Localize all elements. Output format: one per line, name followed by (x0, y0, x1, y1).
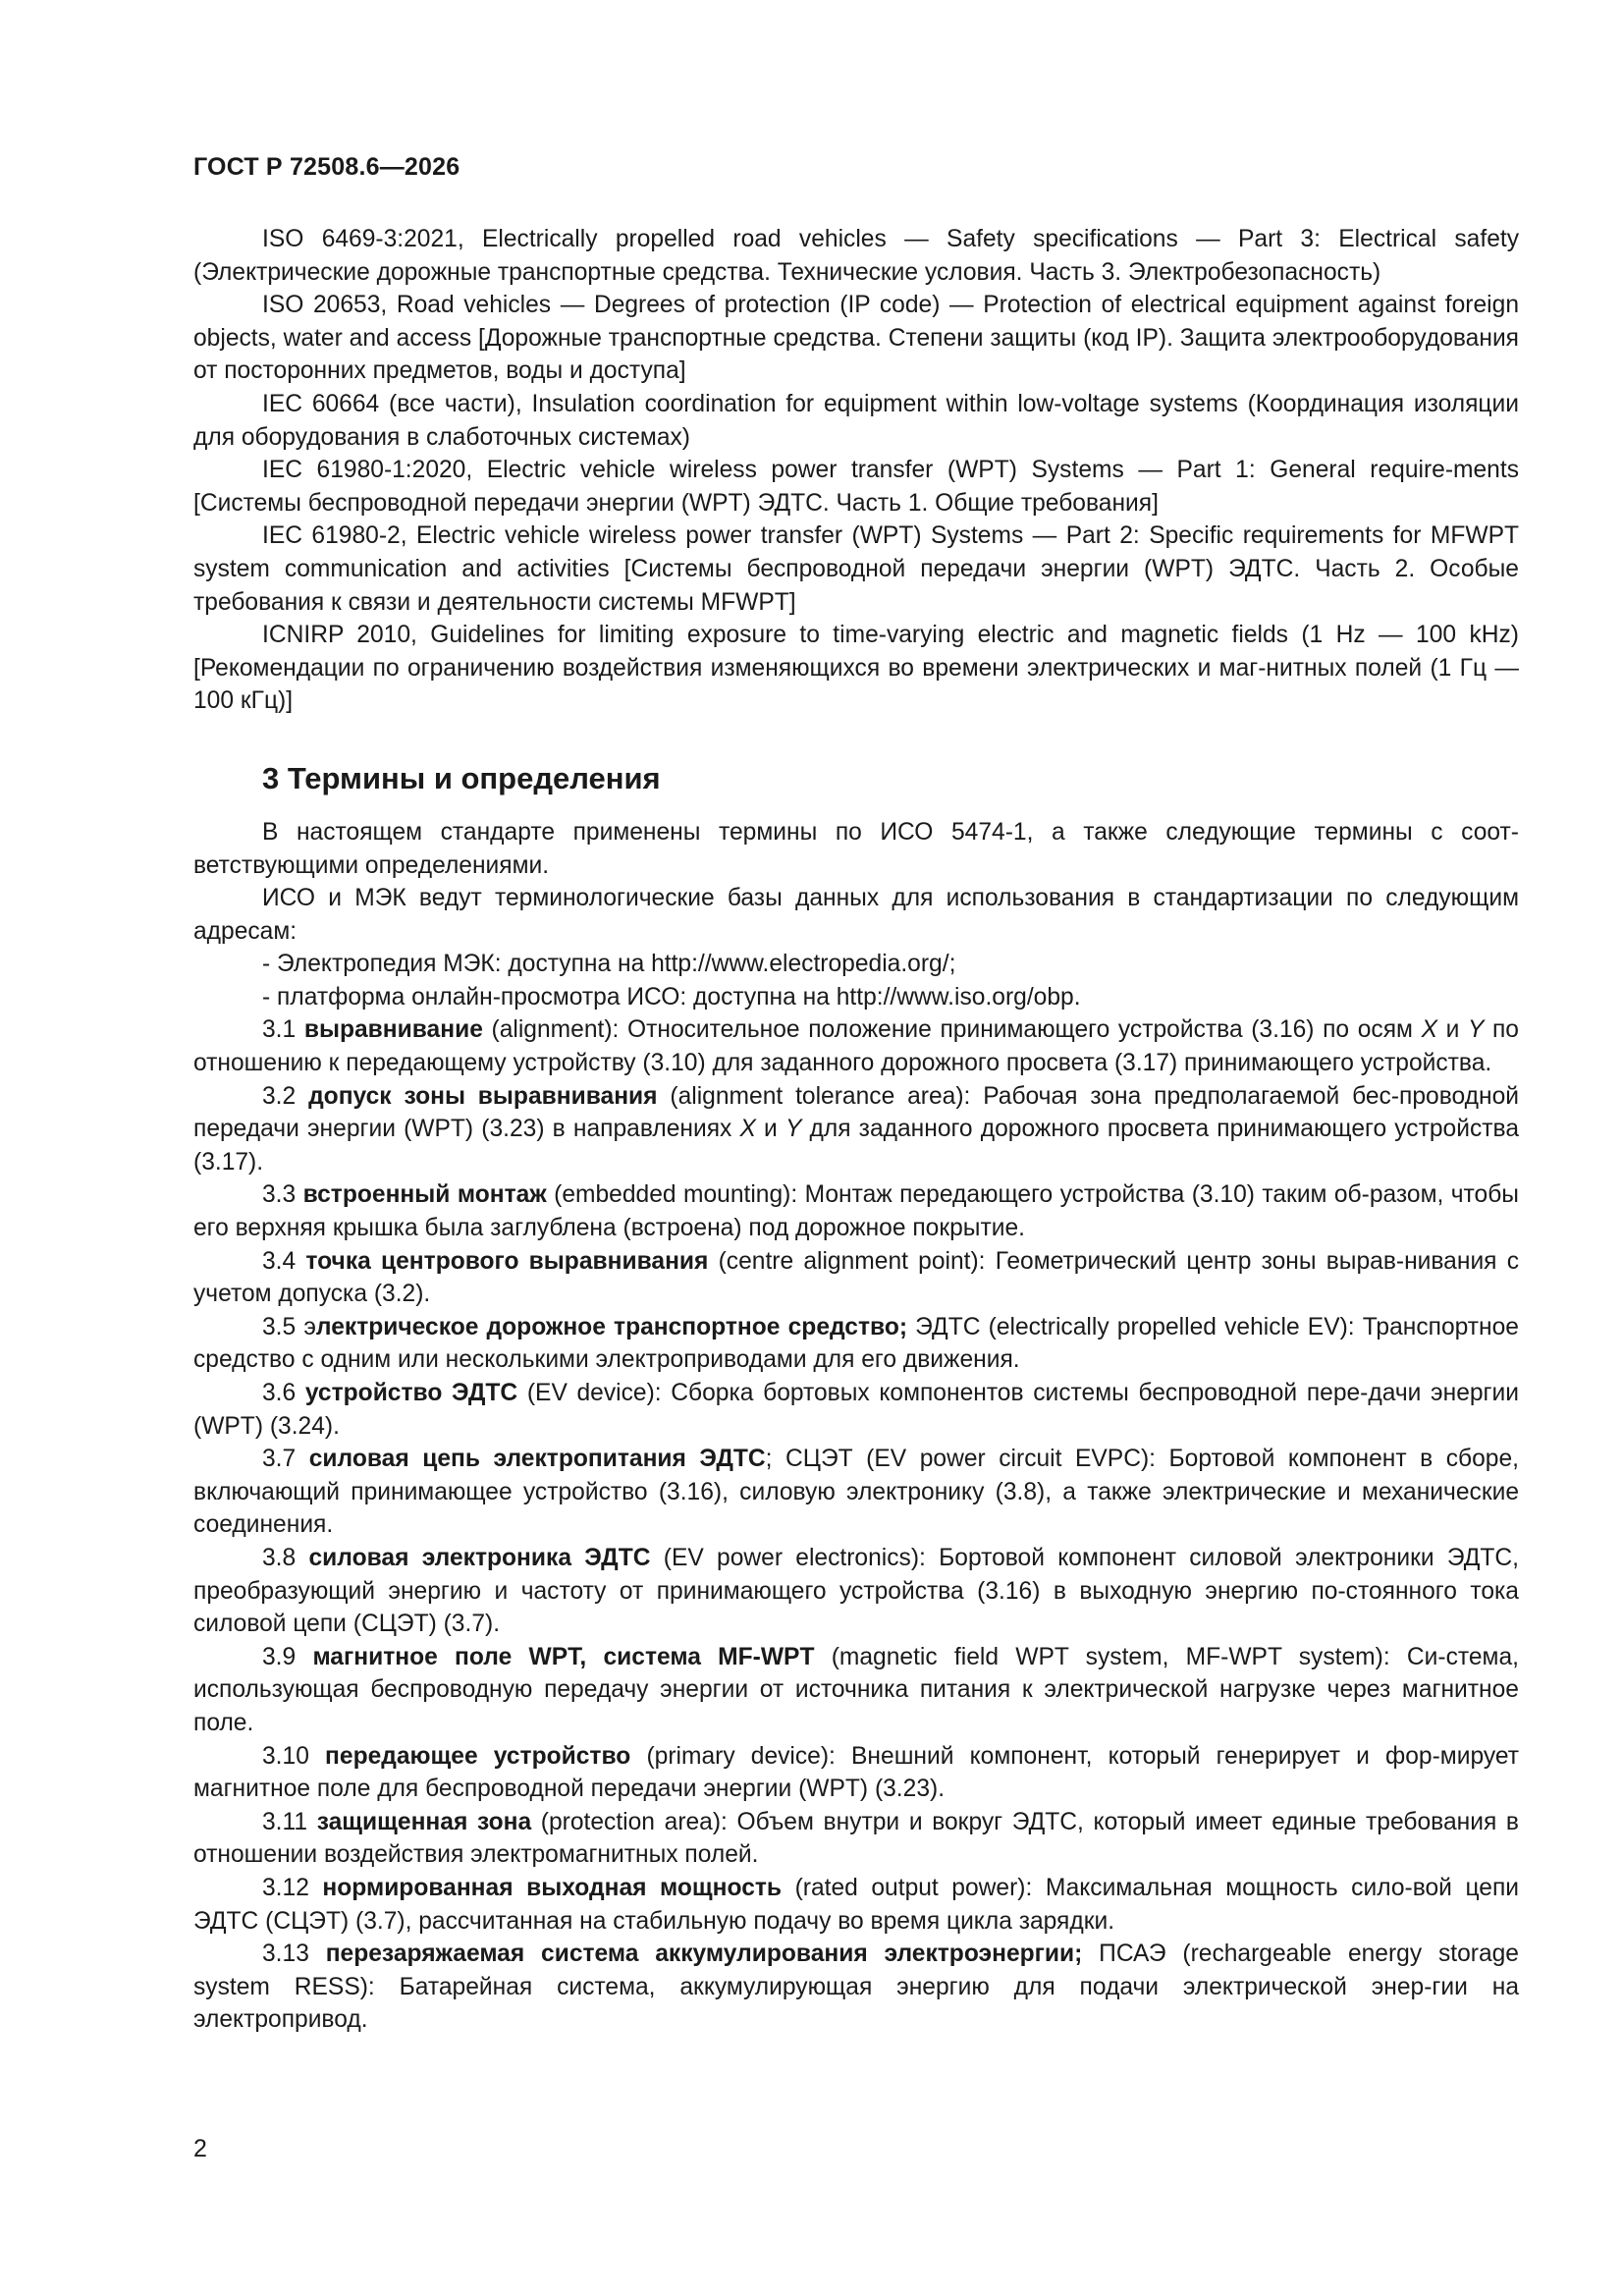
intro-list-item: - платформа онлайн-просмотра ИСО: доступна на http://www.iso.org/obp. (262, 983, 1081, 1011)
reference-item: ICNIRP 2010, Guidelines for limiting exposure to time-varying electric and magnetic fields (1 Hz — 100 kHz) [Рекомендации по ограничению воздействия изменяющихся во времени электрических и маг-нитных полей (1 Гц — 100 кГц)] (193, 622, 1519, 715)
term-number: 3.8 (262, 1544, 297, 1571)
term-entry (193, 1641, 1519, 1740)
reference-item: ISO 6469-3:2021, Electrically propelled road vehicles — Safety specifications — Part 3: Electrical safety (Электрические дорожные транспортные средства. Технические условия. Часть 3. Электробезопасность) (193, 226, 1519, 286)
term-definition: (primary device): Внешний компонент, который генерирует и фор-мирует магнитное поле для беспроводной передачи энергии (WPT) (3.23). (193, 1742, 1519, 1803)
term-name: устройство ЭДТС (304, 1380, 518, 1406)
term-prefix: э (303, 1313, 316, 1340)
term-entry (193, 1178, 1519, 1244)
term-number: 3.3 (262, 1181, 297, 1209)
term-entry (193, 1080, 1519, 1179)
term-entry (193, 1938, 1519, 2037)
term-name: магнитное поле WPT, система MF-WPT (312, 1643, 815, 1670)
term-entry (193, 1542, 1519, 1641)
term-number: 3.2 (262, 1082, 297, 1110)
term-name: нормированная выходная мощность (322, 1874, 783, 1901)
term-definition: по отношению к передающему устройству (3.10) для заданного дорожного просвета (3.17) принимающего устройства. (193, 1016, 1519, 1077)
term-number: 3.13 (262, 1941, 309, 1968)
term-definition: (embedded mounting): Монтаж передающего устройства (3.10) таким об-разом, чтобы его верхняя крышка была заглублена (встроена) под дорожное покрытие. (193, 1181, 1519, 1242)
page-content (193, 223, 1519, 2037)
axis-symbol: Y (1467, 1016, 1485, 1044)
term-definition: (alignment tolerance area): Рабочая зона предполагаемой бес-проводной передачи энергии (WPT) (3.23) в направлениях (193, 1082, 1519, 1143)
term-number: 3.7 (262, 1446, 297, 1473)
axis-symbol: Y (784, 1116, 802, 1143)
page-number: 2 (193, 2135, 207, 2162)
term-entry (193, 1806, 1519, 1872)
term-entry (193, 1740, 1519, 1806)
section-heading: 3 Термины и определения (262, 760, 661, 795)
intro-paragraph: ИСО и МЭК ведут терминологические базы данных для использования в стандартизации по следующим адресам: (193, 885, 1519, 945)
reference-item: IEC 61980-1:2020, Electric vehicle wireless power transfer (WPT) Systems — Part 1: General require-ments [Системы беспроводной передачи энергии (WPT) ЭДТС. Часть 1. Общие требования] (193, 457, 1519, 517)
term-number: 3.9 (262, 1643, 297, 1670)
term-definition: для заданного дорожного просвета принимающего устройства (3.17). (193, 1116, 1519, 1175)
term-number: 3.12 (262, 1874, 309, 1901)
term-number: 3.5 (262, 1313, 297, 1340)
term-entry (193, 1872, 1519, 1938)
term-name: силовая цепь электропитания ЭДТС (308, 1446, 766, 1473)
term-definition: (protection area): Объем внутри и вокруг ЭДТС, который имеет единые требования в отношении воздействия электромагнитных полей. (193, 1808, 1519, 1869)
term-name: перезаряжаемая система аккумулирования электроэнергии; (325, 1941, 1083, 1968)
term-number: 3.1 (262, 1016, 297, 1044)
term-name: защищенная зона (316, 1808, 532, 1835)
term-number: 3.10 (262, 1742, 309, 1770)
term-definition: (magnetic field WPT system, MF-WPT system): Си-стема, использующая беспроводную передачу энергии от источника питания к электрической нагрузке через магнитное поле. (193, 1643, 1519, 1736)
term-entry (193, 1013, 1519, 1079)
document-header: ГОСТ Р 72508.6—2026 (193, 153, 460, 181)
term-name: выравнивание (303, 1016, 483, 1044)
term-number: 3.6 (262, 1380, 297, 1406)
term-definition: (alignment): Относительное положение принимающего устройства (3.16) по осям (482, 1016, 1422, 1044)
term-name: передающее устройство (325, 1742, 631, 1770)
term-definition: ЭДТС (electrically propelled vehicle EV): Транспортное средство с одним или несколькими электроприводами для его движения. (193, 1313, 1519, 1374)
term-name: допуск зоны выравнивания (308, 1082, 658, 1110)
term-entry (193, 1245, 1519, 1311)
intro-list-item: - Электропедия МЭК: доступна на http://www.electropedia.org/; (262, 951, 956, 978)
term-name: точка центрового выравнивания (305, 1247, 709, 1275)
term-definition: и (1436, 1016, 1468, 1044)
axis-symbol: X (1421, 1016, 1437, 1044)
axis-symbol: X (739, 1116, 756, 1143)
term-number: 3.11 (262, 1808, 308, 1835)
term-definition: (centre alignment point): Геометрический центр зоны вырав-нивания с учетом допуска (3.2). (193, 1247, 1519, 1308)
term-entry (193, 1443, 1519, 1542)
term-definition: ; СЦЭТ (EV power circuit EVPC): Бортовой компонент в сборе, включающий принимающее устройство (3.16), силовую электронику (3.8), а также электрические и механические соединения. (193, 1446, 1519, 1539)
term-definition: (EV power electronics): Бортовой компонент силовой электроники ЭДТС, преобразующий энергию и частоту от принимающего устройства (3.16) в выходную энергию по-стоянного тока силовой цепи (СЦЭТ) (3.7). (193, 1544, 1519, 1638)
term-definition: (rated output power): Максимальная мощность сило-вой цепи ЭДТС (СЦЭТ) (3.7), рассчитанная на стабильную подачу во время цикла зарядки. (193, 1874, 1519, 1935)
reference-item: ISO 20653, Road vehicles — Degrees of protection (IP code) — Protection of electrical equipment against foreign objects, water and access [Дорожные транспортные средства. Степени защиты (код IP). Защита электрооборудования от посторонних предметов, воды и доступа] (193, 292, 1519, 385)
intro-paragraph: В настоящем стандарте применены термины по ИСО 5474-1, а также следующие термины с соот-ветствующими определениями. (193, 818, 1519, 879)
term-name: встроенный монтаж (302, 1181, 547, 1209)
term-name: силовая электроника ЭДТС (308, 1544, 651, 1571)
term-entry (193, 1311, 1519, 1377)
term-number: 3.4 (262, 1247, 297, 1275)
term-name: лектрическое дорожное транспортное средство; (315, 1313, 908, 1340)
reference-item: IEC 61980-2, Electric vehicle wireless power transfer (WPT) Systems — Part 2: Specific requirements for MFWPT system communication and activities [Системы беспроводной передачи энергии (WPT) ЭДТС. Часть 2. Особые требования к связи и деятельности системы MFWPT] (193, 522, 1519, 616)
term-definition: и (755, 1116, 785, 1143)
term-definition: ПСАЭ (rechargeable energy storage system RESS): Батарейная система, аккумулирующая энергию для подачи электрической энер-гии на электропривод. (193, 1941, 1519, 2034)
term-definition: (EV device): Сборка бортовых компонентов системы беспроводной пере-дачи энергии (WPT) (3.24). (193, 1380, 1519, 1440)
term-entry (193, 1377, 1519, 1443)
reference-item: IEC 60664 (все части), Insulation coordination for equipment within low-voltage systems (Координация изоляции для оборудования в слаботочных системах) (193, 390, 1519, 451)
